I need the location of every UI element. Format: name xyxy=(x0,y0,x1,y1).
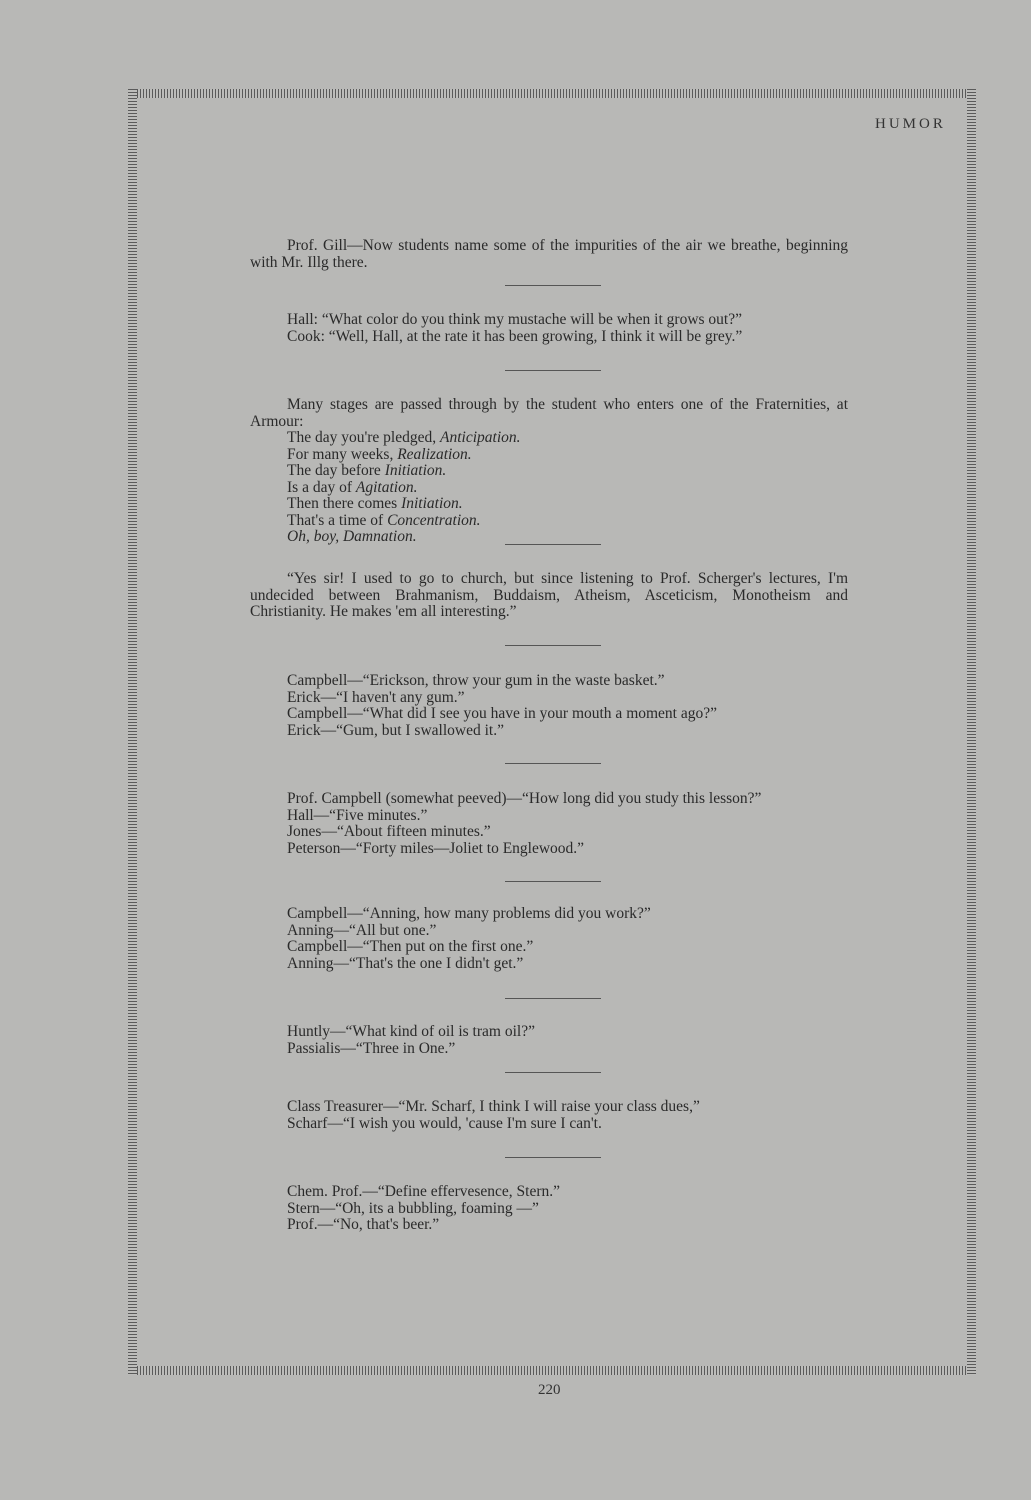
poem-line-emphasis: Agitation. xyxy=(355,478,418,496)
separator-rule xyxy=(505,370,601,371)
joke-block xyxy=(250,791,848,857)
joke-block xyxy=(250,1024,848,1057)
joke-block xyxy=(250,571,848,621)
dialogue-line: Chem. Prof.—“Define effervesence, Stern.” xyxy=(287,1183,561,1200)
dialogue-line: Prof. Campbell (somewhat peeved)—“How long did you study this lesson?” xyxy=(287,790,762,807)
separator-rule xyxy=(505,1157,601,1158)
dialogue-line: Erick—“Gum, but I swallowed it.” xyxy=(287,721,504,739)
dialogue-line: Campbell—“What did I see you have in your mouth a moment ago?” xyxy=(287,705,718,722)
joke-block xyxy=(250,397,848,546)
poem-line xyxy=(250,480,848,497)
border-left xyxy=(128,89,137,1375)
separator-rule xyxy=(505,998,601,999)
poem-line xyxy=(250,496,848,513)
separator-rule xyxy=(505,544,601,545)
dialogue-line: Campbell—“Anning, how many problems did you work?” xyxy=(287,905,651,922)
joke-paragraph: Many stages are passed through by the student who enters one of the Fraternities, at Armour: xyxy=(250,396,848,430)
separator-rule xyxy=(505,1072,601,1073)
joke-block xyxy=(250,1099,848,1132)
dialogue-line: Huntly—“What kind of oil is tram oil?” xyxy=(287,1023,535,1040)
border-right xyxy=(967,89,976,1375)
dialogue-line: Class Treasurer—“Mr. Scharf, I think I will raise your class dues,” xyxy=(287,1098,700,1115)
section-header: HUMOR xyxy=(875,116,946,132)
separator-rule xyxy=(505,285,601,286)
border-bottom xyxy=(128,1366,976,1375)
poem-line-emphasis: Anticipation. xyxy=(440,429,521,446)
dialogue-line: Erick—“I haven't any gum.” xyxy=(287,688,465,706)
poem-line xyxy=(250,447,848,464)
joke-block xyxy=(250,906,848,972)
dialogue-line: Campbell—“Then put on the first one.” xyxy=(287,938,534,955)
poem-line-text: The day you're pledged, xyxy=(287,429,441,446)
poem-line-text: Is a day of xyxy=(287,478,356,496)
joke-paragraph: Prof. Gill—Now students name some of the impurities of the air we breathe, beginning with Mr. Illg there. xyxy=(250,237,848,271)
poem-line-emphasis: Realization. xyxy=(397,445,472,463)
dialogue-line: Hall: “What color do you think my mustache will be when it grows out?” xyxy=(287,311,742,328)
joke-block xyxy=(250,673,848,739)
dialogue-line: Jones—“About fifteen minutes.” xyxy=(287,823,491,840)
poem-line-emphasis: Initiation. xyxy=(384,462,447,479)
poem-line xyxy=(250,513,848,530)
dialogue-line: Scharf—“I wish you would, 'cause I'm sure I can't. xyxy=(287,1114,602,1132)
separator-rule xyxy=(505,645,601,646)
dialogue-line: Peterson—“Forty miles—Joliet to Englewood.” xyxy=(287,839,585,857)
separator-rule xyxy=(505,881,601,882)
poem-line xyxy=(250,430,848,447)
poem-line-emphasis: Oh, boy, Damnation. xyxy=(287,528,417,545)
dialogue-line: Prof.—“No, that's beer.” xyxy=(287,1216,440,1233)
poem-line-text: Then there comes xyxy=(287,495,402,512)
dialogue-line: Anning—“That's the one I didn't get.” xyxy=(287,954,524,972)
page-number: 220 xyxy=(538,1382,561,1398)
dialogue-line: Hall—“Five minutes.” xyxy=(287,806,428,824)
poem-line-text: For many weeks, xyxy=(287,445,398,463)
poem-line-text: The day before xyxy=(287,462,385,479)
joke-block xyxy=(250,238,848,271)
dialogue-line: Passialis—“Three in One.” xyxy=(287,1039,456,1057)
dialogue-line: Cook: “Well, Hall, at the rate it has been growing, I think it will be grey.” xyxy=(287,327,743,345)
dialogue-line: Anning—“All but one.” xyxy=(287,921,437,939)
joke-block xyxy=(250,312,848,345)
border-top xyxy=(128,89,976,98)
joke-paragraph: “Yes sir! I used to go to church, but since listening to Prof. Scherger's lectures, I'm undecided between Brahmanism, Buddaism, Atheism, Asceticism, Monotheism and Christianity. He makes 'em all interesting.” xyxy=(250,570,848,620)
poem-line-emphasis: Concentration. xyxy=(387,511,481,529)
dialogue-line: Stern—“Oh, its a bubbling, foaming —” xyxy=(287,1199,539,1217)
poem-line-text: That's a time of xyxy=(287,511,388,529)
joke-block xyxy=(250,1184,848,1234)
separator-rule xyxy=(505,763,601,764)
dialogue-line: Campbell—“Erickson, throw your gum in the waste basket.” xyxy=(287,672,665,689)
poem-line xyxy=(250,463,848,480)
poem-line-emphasis: Initiation. xyxy=(401,495,463,512)
